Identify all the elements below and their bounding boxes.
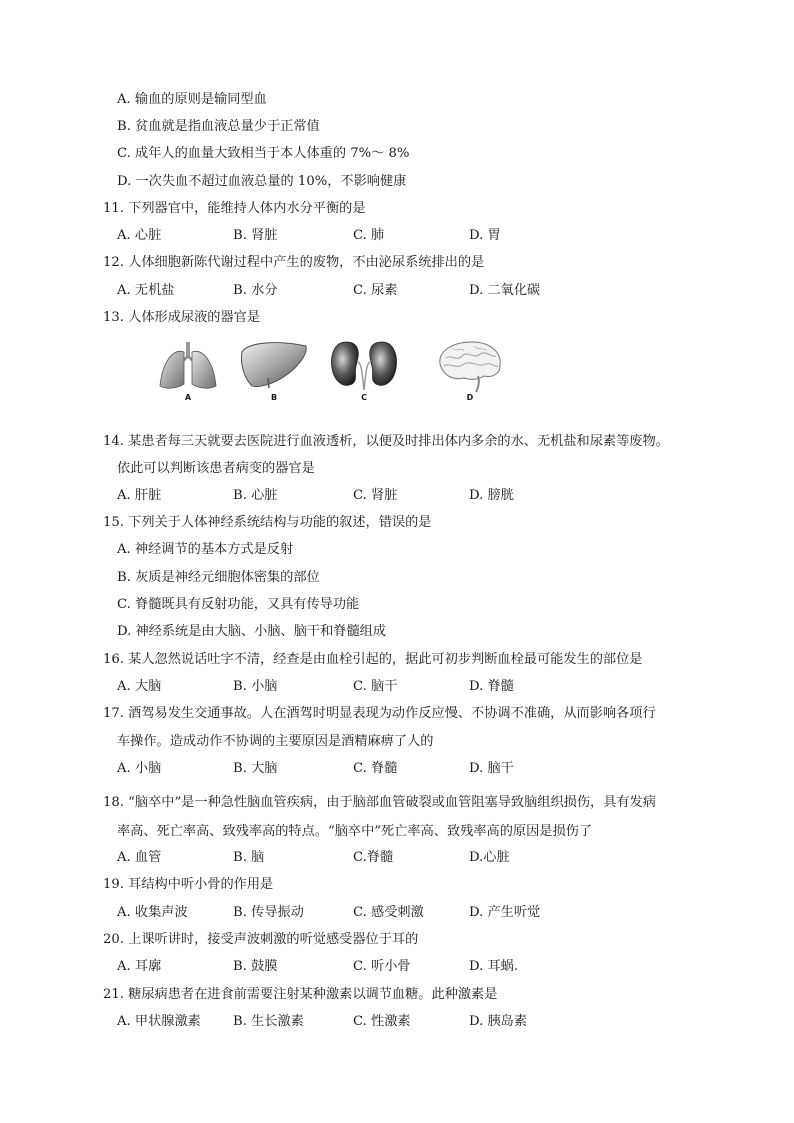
q15-option-c: C. 脊髓既具有反射功能，又具有传导功能	[117, 597, 360, 612]
q12-option-a: A. 无机盐	[117, 283, 175, 298]
q10-option-d: D. 一次失血不超过血液总量的 10%，不影响健康	[117, 174, 407, 189]
q13-label-c: C	[361, 393, 367, 402]
q13-label-b: B	[270, 393, 278, 402]
q15-option-d: D. 神经系统是由大脑、小脑、脑干和脊髓组成	[117, 624, 387, 639]
q15-option-b: B. 灰质是神经元细胞体密集的部位	[117, 570, 320, 585]
q14-option-a: A. 肝脏	[117, 488, 162, 503]
q16-option-c: C. 脑干	[353, 679, 398, 694]
q17-option-b: B. 大脑	[233, 761, 278, 776]
q16-option-d: D. 脊髓	[469, 679, 514, 694]
brain-icon	[434, 338, 506, 394]
q14-stem-line2: 依此可以判断该患者病变的器官是	[117, 461, 315, 476]
q14-option-b: B. 心脏	[233, 488, 278, 503]
q18-option-b: B. 脑	[233, 850, 265, 865]
q15-option-a: A. 神经调节的基本方式是反射	[117, 542, 294, 557]
q13-figure-a	[152, 338, 224, 408]
q10-option-b: B. 贫血就是指血液总量少于正常值	[117, 119, 320, 134]
q11-option-b: B. 肾脏	[233, 228, 278, 243]
q21-option-c: C. 性激素	[353, 1014, 411, 1029]
q21-option-d: D. 胰岛素	[469, 1014, 528, 1029]
q17-option-d: D. 脑干	[469, 761, 514, 776]
q20-option-a: A. 耳廓	[117, 959, 162, 974]
q18-option-d: D.心脏	[469, 850, 510, 865]
q12-stem: 12. 人体细胞新陈代谢过程中产生的废物，不由泌尿系统排出的是	[103, 255, 485, 270]
q15-stem: 15. 下列关于人体神经系统结构与功能的叙述，错误的是	[103, 515, 432, 530]
q21-stem: 21. 糖尿病患者在进食前需要注射某种激素以调节血糖。此种激素是	[103, 987, 498, 1002]
q16-option-a: A. 大脑	[117, 679, 162, 694]
q13-stem: 13. 人体形成尿液的器官是	[103, 310, 261, 325]
q13-label-d: D	[466, 393, 474, 402]
q12-option-c: C. 尿素	[353, 283, 398, 298]
q13-figure-c	[328, 338, 400, 408]
q14-option-d: D. 膀胱	[469, 488, 514, 503]
q20-stem: 20. 上课听讲时，接受声波刺激的听觉感受器位于耳的	[103, 932, 419, 947]
q13-figure-d	[434, 338, 506, 408]
q16-stem: 16. 某人忽然说话吐字不清，经查是由血栓引起的，据此可初步判断血栓最可能发生的部位是	[103, 652, 643, 667]
q21-option-a: A. 甲状腺激素	[117, 1014, 201, 1029]
q18-stem-line1: 18. “脑卒中”是一种急性脑血管疾病，由于脑部血管破裂或血管阻塞导致脑组织损伤，具有发病	[103, 795, 656, 810]
q11-option-c: C. 肺	[353, 228, 385, 243]
q19-option-b: B. 传导振动	[233, 905, 304, 920]
q20-option-b: B. 鼓膜	[233, 959, 278, 974]
liver-icon	[238, 338, 310, 394]
q14-option-c: C. 肾脏	[353, 488, 398, 503]
q11-option-d: D. 胃	[469, 228, 501, 243]
q11-stem: 11. 下列器官中，能维持人体内水分平衡的是	[103, 201, 366, 216]
kidneys-icon	[328, 338, 400, 394]
q17-stem-line1: 17. 酒驾易发生交通事故。人在酒驾时明显表现为动作反应慢、不协调不准确，从而影响各项行	[103, 706, 656, 721]
q16-option-b: B. 小脑	[233, 679, 278, 694]
q12-option-b: B. 水分	[233, 283, 278, 298]
q20-option-c: C. 听小骨	[353, 959, 411, 974]
q12-option-d: D. 二氧化碳	[469, 283, 541, 298]
q19-stem: 19. 耳结构中听小骨的作用是	[103, 877, 274, 892]
q17-option-a: A. 小脑	[117, 761, 162, 776]
q10-option-a: A. 输血的原则是输同型血	[117, 92, 267, 107]
q20-option-d: D. 耳蜗.	[469, 959, 519, 974]
q19-option-c: C. 感受刺激	[353, 905, 424, 920]
q17-stem-line2: 车操作。造成动作不协调的主要原因是酒精麻痹了人的	[117, 734, 434, 749]
q17-option-c: C. 脊髓	[353, 761, 398, 776]
q18-option-a: A. 血管	[117, 850, 162, 865]
q14-stem-line1: 14. 某患者每三天就要去医院进行血液透析，以便及时排出体内多余的水、无机盐和尿素等废物。	[103, 434, 669, 449]
q18-option-c: C.脊髓	[353, 850, 394, 865]
q11-option-a: A. 心脏	[117, 228, 162, 243]
q13-figure	[152, 338, 512, 408]
q13-label-a: A	[184, 393, 192, 402]
q19-option-d: D. 产生听觉	[469, 905, 541, 920]
q13-figure-b	[238, 338, 310, 408]
q10-option-c: C. 成年人的血量大致相当于本人体重的 7%～ 8%	[117, 146, 410, 161]
q18-stem-line2: 率高、死亡率高、致残率高的特点。“脑卒中”死亡率高、致残率高的原因是损伤了	[117, 824, 593, 839]
lungs-icon	[152, 338, 224, 394]
q21-option-b: B. 生长激素	[233, 1014, 304, 1029]
q19-option-a: A. 收集声波	[117, 905, 188, 920]
